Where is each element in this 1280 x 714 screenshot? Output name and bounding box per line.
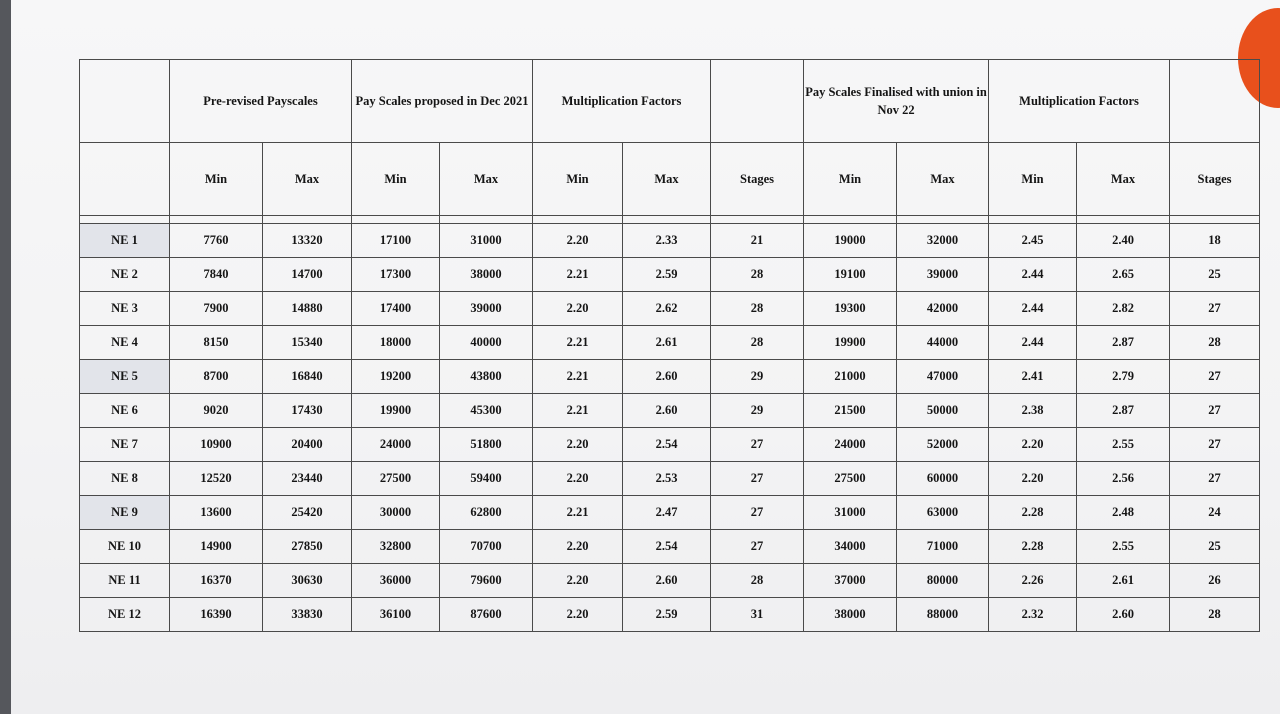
table-cell: 31 — [711, 598, 804, 632]
table-cell: 12520 — [170, 462, 263, 496]
table-cell: 2.33 — [623, 224, 711, 258]
table-cell: 34000 — [804, 530, 897, 564]
row-label: NE 12 — [80, 598, 170, 632]
table-cell: 2.59 — [623, 598, 711, 632]
table-cell: 27500 — [352, 462, 440, 496]
table-cell: 2.47 — [623, 496, 711, 530]
table-cell: 16840 — [263, 360, 352, 394]
table-cell: 2.41 — [989, 360, 1077, 394]
table-cell: 28 — [711, 326, 804, 360]
table-cell: 29 — [711, 360, 804, 394]
table-cell: 2.21 — [533, 360, 623, 394]
table-cell: 27 — [1170, 428, 1260, 462]
table-cell: 2.82 — [1077, 292, 1170, 326]
table-cell: 28 — [711, 258, 804, 292]
column-header: Stages — [1170, 143, 1260, 216]
table-row — [80, 224, 1260, 258]
group-header-stages-1 — [711, 60, 804, 143]
table-cell: 38000 — [440, 258, 533, 292]
table-cell: 50000 — [897, 394, 989, 428]
table-cell: 30000 — [352, 496, 440, 530]
table-cell: 24000 — [352, 428, 440, 462]
table-cell: 19300 — [804, 292, 897, 326]
table-cell: 19100 — [804, 258, 897, 292]
column-header: Max — [897, 143, 989, 216]
table-cell: 27 — [711, 530, 804, 564]
table-cell: 33830 — [263, 598, 352, 632]
table-body — [80, 224, 1260, 632]
table-cell: 28 — [1170, 598, 1260, 632]
row-label: NE 3 — [80, 292, 170, 326]
corner-cell — [80, 60, 170, 143]
table-cell: 2.53 — [623, 462, 711, 496]
table-cell: 62800 — [440, 496, 533, 530]
table-cell: 32800 — [352, 530, 440, 564]
table-cell: 40000 — [440, 326, 533, 360]
table-cell: 13600 — [170, 496, 263, 530]
column-header: Stages — [711, 143, 804, 216]
table-cell: 2.55 — [1077, 428, 1170, 462]
table-cell: 25420 — [263, 496, 352, 530]
gap-cell — [533, 216, 623, 224]
table-cell: 27 — [711, 428, 804, 462]
table-row — [80, 530, 1260, 564]
table-cell: 2.20 — [533, 224, 623, 258]
table-cell: 2.20 — [533, 292, 623, 326]
table-cell: 31000 — [440, 224, 533, 258]
table-cell: 47000 — [897, 360, 989, 394]
table-cell: 17400 — [352, 292, 440, 326]
column-header-row — [80, 143, 1260, 216]
table-cell: 24000 — [804, 428, 897, 462]
table-cell: 7760 — [170, 224, 263, 258]
column-header: Max — [623, 143, 711, 216]
table-cell: 19900 — [352, 394, 440, 428]
table-row — [80, 292, 1260, 326]
table-row — [80, 394, 1260, 428]
gap-cell — [440, 216, 533, 224]
table-cell: 24 — [1170, 496, 1260, 530]
table-cell: 2.61 — [1077, 564, 1170, 598]
table-cell: 2.60 — [623, 564, 711, 598]
table-cell: 17430 — [263, 394, 352, 428]
table-cell: 60000 — [897, 462, 989, 496]
row-label: NE 9 — [80, 496, 170, 530]
table-cell: 2.62 — [623, 292, 711, 326]
table-cell: 2.79 — [1077, 360, 1170, 394]
group-header-finalised: Pay Scales Finalised with union in Nov 22 — [804, 60, 989, 143]
table-cell: 7900 — [170, 292, 263, 326]
table-cell: 27 — [711, 462, 804, 496]
table-cell: 16390 — [170, 598, 263, 632]
table-cell: 2.32 — [989, 598, 1077, 632]
table-cell: 2.20 — [533, 462, 623, 496]
table-cell: 18 — [1170, 224, 1260, 258]
table-cell: 2.56 — [1077, 462, 1170, 496]
table-cell: 63000 — [897, 496, 989, 530]
gap-cell — [989, 216, 1077, 224]
table-cell: 2.20 — [533, 530, 623, 564]
table-cell: 2.20 — [989, 428, 1077, 462]
table-cell: 2.61 — [623, 326, 711, 360]
table-cell: 2.20 — [533, 564, 623, 598]
table-cell: 29 — [711, 394, 804, 428]
group-header-multiplication-1: Multiplication Factors — [533, 60, 711, 143]
table-row — [80, 326, 1260, 360]
table-cell: 27 — [1170, 360, 1260, 394]
table-cell: 23440 — [263, 462, 352, 496]
pay-scale-table — [79, 59, 1260, 632]
table-cell: 87600 — [440, 598, 533, 632]
table-cell: 2.20 — [989, 462, 1077, 496]
table-cell: 27 — [711, 496, 804, 530]
table-cell: 2.21 — [533, 326, 623, 360]
table-cell: 10900 — [170, 428, 263, 462]
gap-cell — [804, 216, 897, 224]
table-cell: 2.28 — [989, 496, 1077, 530]
table-cell: 2.60 — [1077, 598, 1170, 632]
table-cell: 2.54 — [623, 428, 711, 462]
table-cell: 8700 — [170, 360, 263, 394]
table-cell: 37000 — [804, 564, 897, 598]
row-label: NE 1 — [80, 224, 170, 258]
row-label: NE 2 — [80, 258, 170, 292]
table-cell: 18000 — [352, 326, 440, 360]
table-cell: 21000 — [804, 360, 897, 394]
table-cell: 71000 — [897, 530, 989, 564]
gap-cell — [897, 216, 989, 224]
table-cell: 36100 — [352, 598, 440, 632]
table-cell: 2.28 — [989, 530, 1077, 564]
table-cell: 2.59 — [623, 258, 711, 292]
table-cell: 27 — [1170, 462, 1260, 496]
table-cell: 43800 — [440, 360, 533, 394]
column-header: Max — [263, 143, 352, 216]
table-cell: 2.44 — [989, 258, 1077, 292]
table-cell: 2.87 — [1077, 394, 1170, 428]
table-cell: 13320 — [263, 224, 352, 258]
row-label: NE 5 — [80, 360, 170, 394]
table-row — [80, 564, 1260, 598]
table-cell: 28 — [711, 564, 804, 598]
table-cell: 2.26 — [989, 564, 1077, 598]
column-header: Max — [440, 143, 533, 216]
table-cell: 2.21 — [533, 258, 623, 292]
table-cell: 36000 — [352, 564, 440, 598]
table-cell: 2.55 — [1077, 530, 1170, 564]
table-cell: 27500 — [804, 462, 897, 496]
table-cell: 14700 — [263, 258, 352, 292]
row-label: NE 11 — [80, 564, 170, 598]
table-row — [80, 496, 1260, 530]
table-cell: 26 — [1170, 564, 1260, 598]
table-cell: 2.48 — [1077, 496, 1170, 530]
table-cell: 2.20 — [533, 428, 623, 462]
table-cell: 19900 — [804, 326, 897, 360]
table-cell: 14900 — [170, 530, 263, 564]
table-cell: 17300 — [352, 258, 440, 292]
table-cell: 39000 — [897, 258, 989, 292]
group-header-stages-2 — [1170, 60, 1260, 143]
table-cell: 28 — [1170, 326, 1260, 360]
table-cell: 45300 — [440, 394, 533, 428]
table-cell: 14880 — [263, 292, 352, 326]
table-row — [80, 462, 1260, 496]
table-cell: 25 — [1170, 258, 1260, 292]
table-cell: 59400 — [440, 462, 533, 496]
header-gap-row — [80, 216, 1260, 224]
table-cell: 52000 — [897, 428, 989, 462]
gap-cell — [170, 216, 263, 224]
column-header: Min — [170, 143, 263, 216]
table-cell: 30630 — [263, 564, 352, 598]
row-label: NE 6 — [80, 394, 170, 428]
table-cell: 8150 — [170, 326, 263, 360]
table-cell: 25 — [1170, 530, 1260, 564]
table-cell: 19200 — [352, 360, 440, 394]
table-cell: 27 — [1170, 292, 1260, 326]
table-cell: 2.45 — [989, 224, 1077, 258]
gap-cell — [263, 216, 352, 224]
table-cell: 21 — [711, 224, 804, 258]
group-header-row — [80, 60, 1260, 143]
table-cell: 42000 — [897, 292, 989, 326]
table-cell: 27 — [1170, 394, 1260, 428]
table-cell: 2.60 — [623, 394, 711, 428]
gap-cell — [352, 216, 440, 224]
table-cell: 2.20 — [533, 598, 623, 632]
table-cell: 28 — [711, 292, 804, 326]
group-header-pre-revised: Pre-revised Payscales — [170, 60, 352, 143]
table-cell: 51800 — [440, 428, 533, 462]
group-header-proposed: Pay Scales proposed in Dec 2021 — [352, 60, 533, 143]
table-cell: 70700 — [440, 530, 533, 564]
table-cell: 15340 — [263, 326, 352, 360]
table-cell: 2.44 — [989, 326, 1077, 360]
group-header-multiplication-2: Multiplication Factors — [989, 60, 1170, 143]
table-cell: 2.44 — [989, 292, 1077, 326]
gap-cell — [1170, 216, 1260, 224]
table-cell: 38000 — [804, 598, 897, 632]
table-cell: 2.65 — [1077, 258, 1170, 292]
row-label: NE 7 — [80, 428, 170, 462]
table-row — [80, 598, 1260, 632]
table-cell: 9020 — [170, 394, 263, 428]
table-cell: 27850 — [263, 530, 352, 564]
table-cell: 17100 — [352, 224, 440, 258]
table-cell: 2.60 — [623, 360, 711, 394]
table-cell: 2.54 — [623, 530, 711, 564]
table-cell: 2.40 — [1077, 224, 1170, 258]
table-cell: 19000 — [804, 224, 897, 258]
table-cell: 7840 — [170, 258, 263, 292]
column-header: Min — [352, 143, 440, 216]
column-header: Min — [804, 143, 897, 216]
table-cell: 39000 — [440, 292, 533, 326]
table-cell: 20400 — [263, 428, 352, 462]
table-cell: 79600 — [440, 564, 533, 598]
table-cell: 2.21 — [533, 394, 623, 428]
table-cell: 2.21 — [533, 496, 623, 530]
table-cell: 2.38 — [989, 394, 1077, 428]
gap-cell — [1077, 216, 1170, 224]
table-cell: 16370 — [170, 564, 263, 598]
table-row — [80, 258, 1260, 292]
row-label: NE 8 — [80, 462, 170, 496]
table-cell: 32000 — [897, 224, 989, 258]
table-cell: 2.87 — [1077, 326, 1170, 360]
row-label: NE 4 — [80, 326, 170, 360]
column-header: Min — [533, 143, 623, 216]
table-cell: 88000 — [897, 598, 989, 632]
table-row — [80, 428, 1260, 462]
gap-cell — [80, 216, 170, 224]
table-cell: 21500 — [804, 394, 897, 428]
photo-edge-left — [0, 0, 11, 714]
table-cell: 31000 — [804, 496, 897, 530]
column-header-empty — [80, 143, 170, 216]
column-header: Max — [1077, 143, 1170, 216]
table-cell: 44000 — [897, 326, 989, 360]
gap-cell — [711, 216, 804, 224]
table-row — [80, 360, 1260, 394]
gap-cell — [623, 216, 711, 224]
table-cell: 80000 — [897, 564, 989, 598]
column-header: Min — [989, 143, 1077, 216]
row-label: NE 10 — [80, 530, 170, 564]
